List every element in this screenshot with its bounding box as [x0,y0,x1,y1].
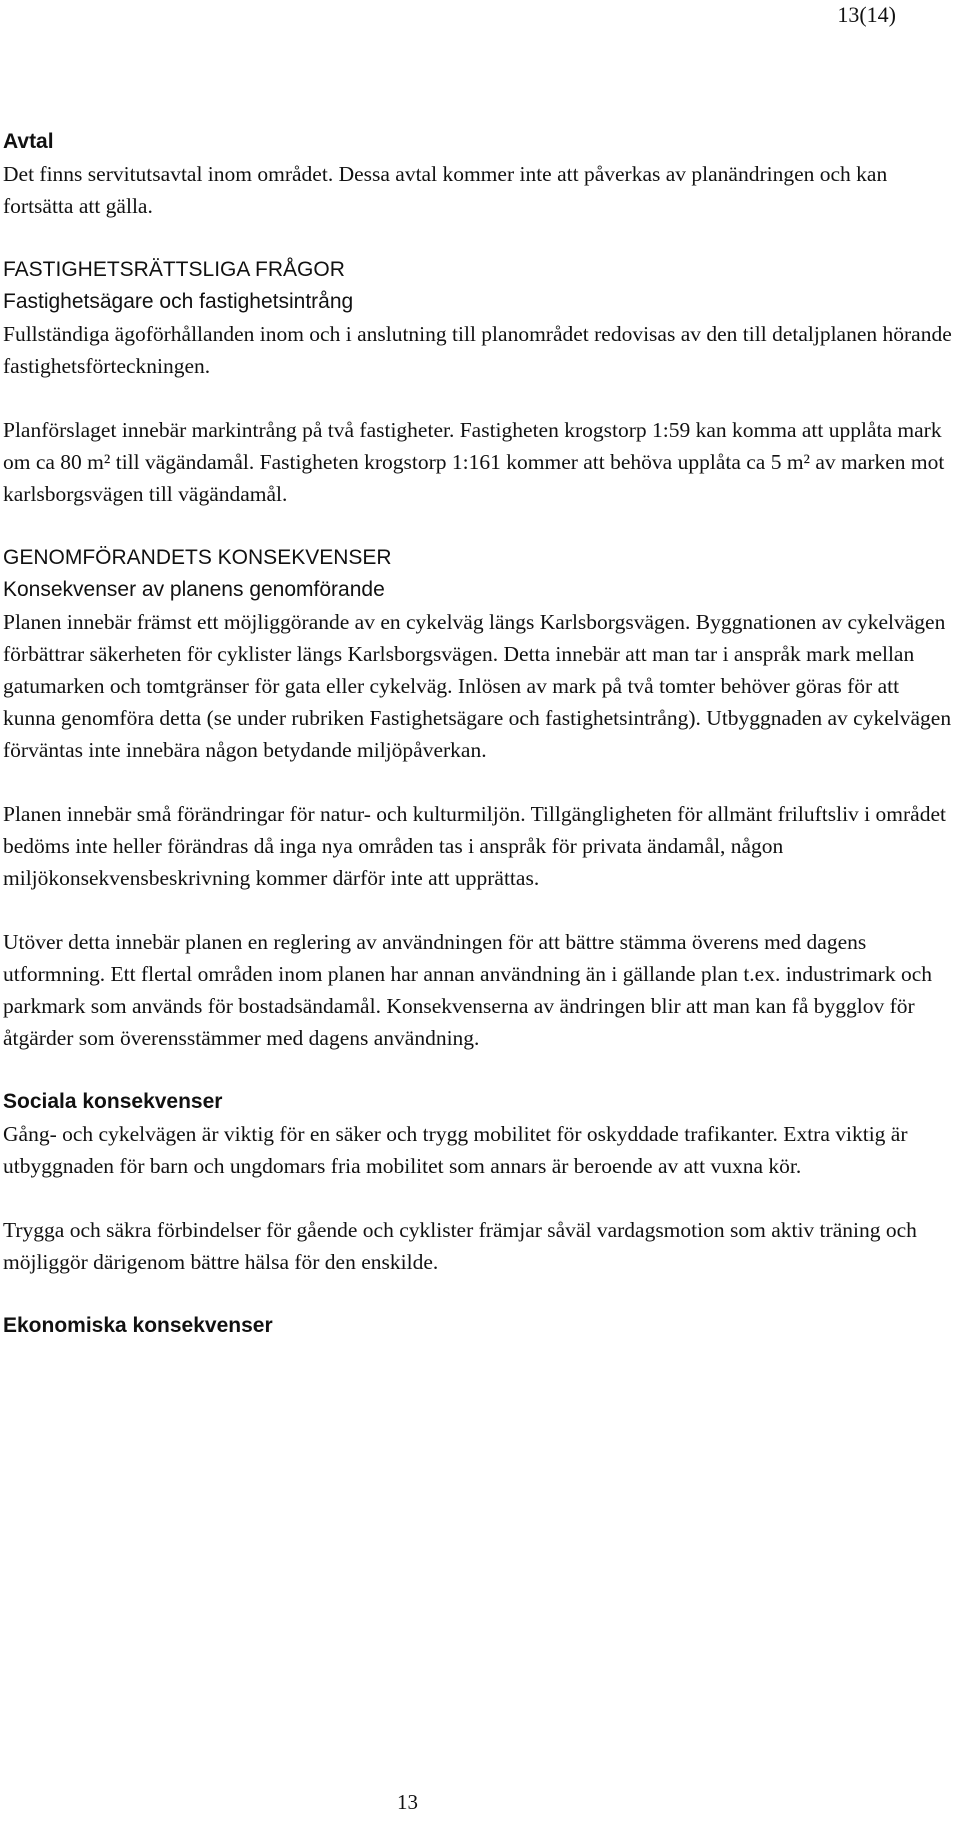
sociala-paragraph-2: Trygga och säkra förbindelser för gående och cyklister främjar såväl vardagsmotion som aktiv träning och möjliggör därigenom bättre hälsa för den enskilde. [3,1218,917,1274]
avtal-paragraph: Det finns servitutsavtal inom området. Dessa avtal kommer inte att påverkas av planändringen och kan fortsätta att gälla. [3,162,888,218]
spacer [3,766,953,798]
konsekvens-paragraph-3: Utöver detta innebär planen en reglering av användningen för att bättre stämma överens med dagens utformning. Ett flertal områden inom planen har annan användning än i gällande plan t.ex. industrimark och parkmark som används för bostadsändamål. Konsekvenserna av ändringen blir att man kan få bygglov för åtgärder som överensstämmer med dagens användning. [3,930,933,1050]
spacer [3,382,953,414]
avtal-heading: Avtal [3,130,54,153]
sociala-heading: Sociala konsekvenser [3,1090,223,1113]
spacer [3,1278,953,1310]
spacer [3,510,953,542]
konsekvens-main-heading: GENOMFÖRANDETS KONSEKVENSER [3,546,392,569]
spacer [3,894,953,926]
fastighet-main-heading: FASTIGHETSRÄTTSLIGA FRÅGOR [3,258,345,281]
fastighet-sub-heading: Fastighetsägare och fastighetsintrång [3,290,354,313]
ekonomiska-heading: Ekonomiska konsekvenser [3,1314,273,1337]
page-number: 13 [397,1790,418,1814]
page-indicator: 13(14) [837,2,896,27]
document-body [3,126,953,1342]
spacer [3,1182,953,1214]
sociala-paragraph-1: Gång- och cykelvägen är viktig för en säker och trygg mobilitet för oskyddade trafikanter. Extra viktig är utbyggnaden för barn och ungdomars fria mobilitet som annars är beroende av att vuxna kör. [3,1122,908,1178]
konsekvens-sub-heading: Konsekvenser av planens genomförande [3,578,385,601]
konsekvens-paragraph-1: Planen innebär främst ett möjliggörande av en cykelväg längs Karlsborgsvägen. Byggnationen av cykelvägen förbättrar säkerheten för cyklister längs Karlsborgsvägen. Detta innebär att man tar i anspråk mark mellan gatumarken och tomtgränser för gata eller cykelväg. Inlösen av mark på två tomter behöver göras för att kunna genomföra detta (se under rubriken Fastighetsägare och fastighetsintrång). Utbyggnaden av cykelvägen förväntas inte innebära någon betydande miljöpåverkan. [3,610,952,762]
fastighet-paragraph-2: Planförslaget innebär markintrång på två fastigheter. Fastigheten krogstorp 1:59 kan komma att upplåta mark om ca 80 m² till vägändamål. Fastigheten krogstorp 1:161 kommer att behöva upplåta ca 5 m² av marken mot karlsborgsvägen till vägändamål. [3,418,945,506]
spacer [3,1054,953,1086]
fastighet-paragraph-1: Fullständiga ägoförhållanden inom och i anslutning till planområdet redovisas av den till detaljplanen hörande fastighetsförteckningen. [3,322,952,378]
konsekvens-paragraph-2: Planen innebär små förändringar för natur- och kulturmiljön. Tillgängligheten för allmänt friluftsliv i området bedöms inte heller förändras då inga nya områden tas i anspråk för privata ändamål, någon miljökonsekvensbeskrivning kommer därför inte att upprättas. [3,802,946,890]
spacer [3,222,953,254]
